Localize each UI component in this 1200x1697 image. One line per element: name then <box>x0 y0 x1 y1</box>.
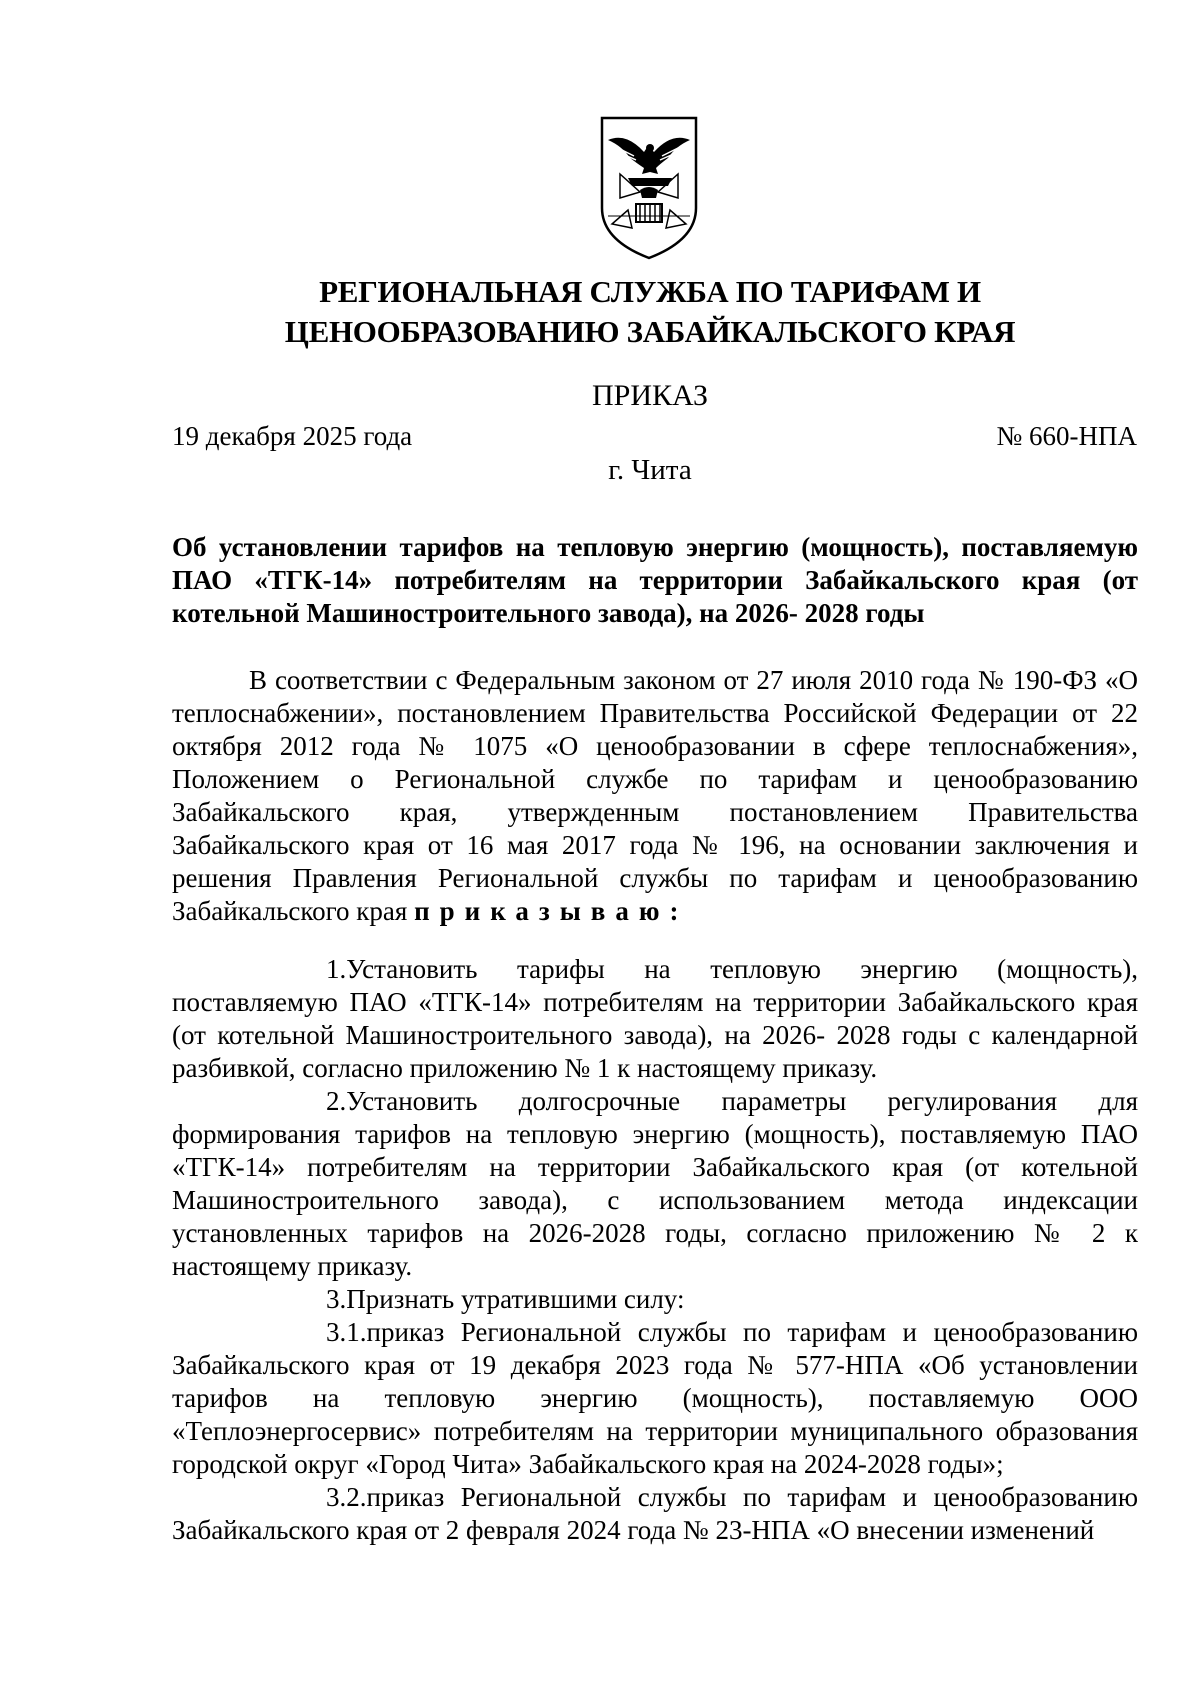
order-subject: Об установлении тарифов на тепловую энергию (мощность), поставляемую ПАО «ТГК-14» потребителям на территории Забайкальского края (от котельной Машиностроительного завода), на 2026- 2028 годы <box>172 532 1138 628</box>
preamble <box>172 664 1138 928</box>
item-text: Установить тарифы на тепловую энергию (мощность), поставляемую ПАО «ТГК-14» потребителям на территории Забайкальского края (от котельной Машиностроительного завода), на 2026- 2028 годы с календарной разбивкой, согласно приложению № 1 к настоящему приказу. <box>172 954 1138 1083</box>
order-date: 19 декабря 2025 года <box>172 421 413 451</box>
item-number: 3.2. <box>326 1482 367 1512</box>
item-number: 2. <box>326 1086 347 1116</box>
preamble-paragraph <box>172 664 1138 928</box>
order-items <box>172 953 1138 1547</box>
order-number: № 660-НПА <box>996 421 1137 451</box>
item-text: приказ Региональной службы по тарифам и ценообразованию Забайкальского края от 2 февраля 2024 года № 23-НПА «О внесении изменений <box>172 1482 1138 1545</box>
item-number: 1. <box>326 954 347 984</box>
item-text: Установить долгосрочные параметры регулирования для формирования тарифов на тепловую энергию (мощность), поставляемую ПАО «ТГК-14» потребителям на территории Забайкальского края (от котельной Машиностроительного завода), с использованием метода индексации установленных тарифов на 2026-2028 годы, согласно приложению № 2 к настоящему приказу. <box>172 1086 1138 1281</box>
order-item <box>172 1316 1138 1481</box>
order-city: г. Чита <box>608 454 692 486</box>
item-number: 3. <box>326 1284 347 1314</box>
coat-of-arms-emblem <box>598 112 700 262</box>
order-item <box>172 1481 1138 1547</box>
order-verb: приказываю: <box>414 896 689 926</box>
order-item <box>172 1085 1138 1283</box>
item-text: Признать утратившими силу: <box>346 1284 685 1314</box>
document-type: ПРИКАЗ <box>592 379 708 412</box>
preamble-text: В соответствии с Федеральным законом от 27 июля 2010 года № 190-ФЗ «О теплоснабжении», постановлением Правительства Российской Федерации от 22 октября 2012 года № 1075 «О ценообразовании в сфере теплоснабжения», Положением о Региональной службе по тарифам и ценообразованию Забайкальского края, утвержденным постановлением Правительства Забайкальского края от 16 мая 2017 года № 196, на основании заключения и решения Правления Региональной службы по тарифам и ценообразованию Забайкальского края <box>172 665 1138 926</box>
order-item <box>172 1283 1138 1316</box>
organization-title-line2: ЦЕНООБРАЗОВАНИЮ ЗАБАЙКАЛЬСКОГО КРАЯ <box>284 314 1016 349</box>
item-text: приказ Региональной службы по тарифам и ценообразованию Забайкальского края от 19 декабря 2023 года № 577-НПА «Об установлении тарифов на тепловую энергию (мощность), поставляемую ООО «Теплоэнергосервис» потребителям на территории муниципального образования городской округ «Город Чита» Забайкальского края на 2024-2028 годы»; <box>172 1317 1138 1479</box>
organization-title <box>170 272 1130 352</box>
order-item <box>172 953 1138 1085</box>
item-number: 3.1. <box>326 1317 367 1347</box>
organization-title-line1: РЕГИОНАЛЬНАЯ СЛУЖБА ПО ТАРИФАМ И <box>319 274 981 309</box>
